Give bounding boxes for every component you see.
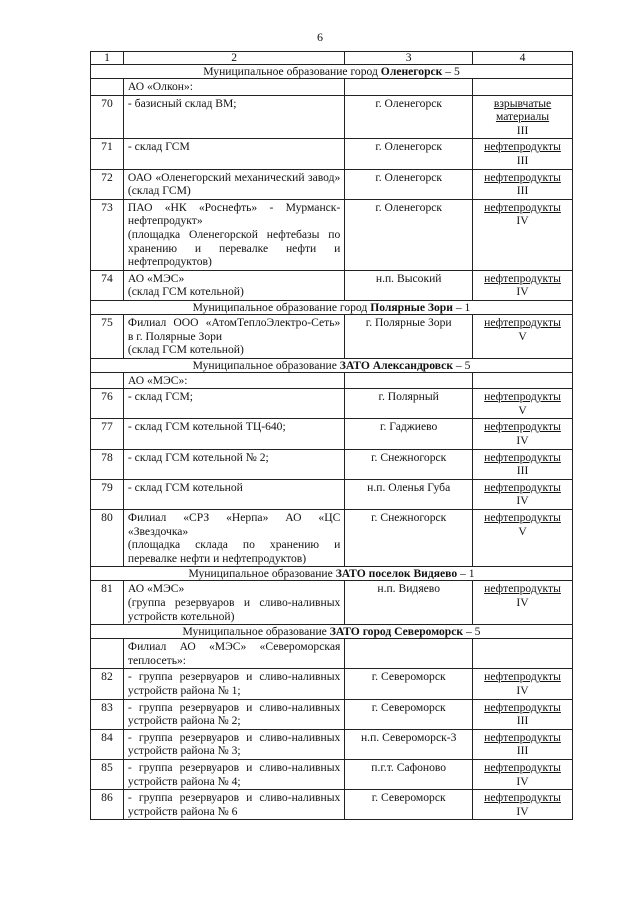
hazard-category: нефтепродукты <box>484 450 561 464</box>
facility-name <box>123 199 344 270</box>
facility-name <box>123 759 344 789</box>
hazard-category: взрывчатые материалы <box>493 96 552 124</box>
municipality-name: Полярные Зори <box>370 300 453 314</box>
location: г. Гаджиево <box>345 419 473 449</box>
facility-name-line: ПАО «НК «Роснефть» - Мурманск-нефтепродукт» <box>127 200 341 228</box>
facility-name-line: - склад ГСМ <box>127 140 190 154</box>
hazard-class <box>473 479 573 509</box>
hazard-class-value: III <box>516 153 529 167</box>
municipality-row <box>91 65 573 79</box>
facility-name-line: Филиал ООО «АтомТеплоЭлектро-Сеть» в г. Полярные Зори <box>127 315 341 343</box>
hazard-class <box>473 139 573 169</box>
row-number <box>91 639 124 669</box>
table-row <box>91 419 573 449</box>
row-number: 82 <box>91 669 124 699</box>
table-row <box>91 790 573 820</box>
municipality-count: – 5 <box>465 625 481 639</box>
hazard-class <box>473 95 573 139</box>
hazard-class-value: III <box>516 714 529 728</box>
hazard-category: нефтепродукты <box>484 315 561 329</box>
hazard-class <box>473 389 573 419</box>
municipality-header <box>91 65 573 79</box>
registry-table-body <box>91 52 573 820</box>
facility-name-line: (площадка склада по хранению и перевалке нефти и нефтепродуктов) <box>127 538 341 565</box>
facility-name <box>123 95 344 139</box>
municipality-row <box>91 625 573 639</box>
facility-name-line: Филиал АО «МЭС» «Североморская теплосеть»: <box>127 640 341 667</box>
hazard-class-value: IV <box>516 596 529 609</box>
table-row <box>91 314 573 358</box>
table-row <box>91 95 573 139</box>
hazard-category: нефтепродукты <box>484 760 561 774</box>
municipality-header <box>91 625 573 639</box>
hazard-category: нефтепродукты <box>484 200 561 214</box>
hazard-category: нефтепродукты <box>484 511 561 525</box>
row-number <box>91 79 124 96</box>
facility-name-line: - группа резервуаров и сливо-наливных устройств района № 2; <box>127 700 341 728</box>
hazard-category: нефтепродукты <box>484 170 561 184</box>
header-cell: 4 <box>473 52 573 65</box>
hazard-class-value: IV <box>516 683 529 697</box>
facility-name <box>123 699 344 729</box>
facility-name <box>123 139 344 169</box>
municipality-label: Муниципальное образование город <box>192 300 371 314</box>
hazard-class <box>473 372 573 389</box>
hazard-class <box>473 449 573 479</box>
hazard-class <box>473 419 573 449</box>
row-number: 86 <box>91 790 124 820</box>
hazard-category: нефтепродукты <box>484 700 561 714</box>
hazard-class-value: III <box>516 464 529 478</box>
municipality-count: – 1 <box>460 567 475 581</box>
location <box>345 372 473 389</box>
row-number <box>91 372 124 389</box>
facility-name <box>123 314 344 358</box>
hazard-class-value: IV <box>516 494 529 508</box>
facility-name-line: АО «Олкон»: <box>127 80 194 93</box>
table-row <box>91 139 573 169</box>
facility-name-line: - базисный склад ВМ; <box>127 96 237 110</box>
hazard-class-value: IV <box>516 774 529 788</box>
table-row <box>91 449 573 479</box>
hazard-category: нефтепродукты <box>484 271 561 285</box>
row-number: 78 <box>91 449 124 479</box>
table-row <box>91 79 573 96</box>
hazard-class-value: IV <box>516 434 529 448</box>
facility-name-line: - склад ГСМ котельной № 2; <box>127 450 269 464</box>
hazard-class <box>473 169 573 199</box>
facility-name <box>123 270 344 300</box>
row-number: 74 <box>91 270 124 300</box>
location: г. Североморск <box>345 790 473 820</box>
hazard-class-value: III <box>516 184 529 198</box>
facility-name-line: (группа резервуаров и сливо-наливных устройств котельной) <box>127 596 341 623</box>
municipality-count: – 1 <box>455 300 471 314</box>
row-number: 71 <box>91 139 124 169</box>
table-row <box>91 699 573 729</box>
hazard-class <box>473 729 573 759</box>
hazard-category: нефтепродукты <box>484 791 561 805</box>
hazard-class-value: V <box>518 403 527 417</box>
facility-name-line: АО «МЭС»: <box>127 373 188 387</box>
municipality-row <box>91 567 573 581</box>
hazard-class <box>473 699 573 729</box>
row-number: 73 <box>91 199 124 270</box>
hazard-category: нефтепродукты <box>484 480 561 494</box>
facility-name-line: - склад ГСМ котельной <box>127 480 243 494</box>
facility-name <box>123 639 344 669</box>
row-number: 83 <box>91 699 124 729</box>
hazard-category: нефтепродукты <box>484 420 561 434</box>
hazard-class <box>473 510 573 567</box>
location: г. Снежногорск <box>345 449 473 479</box>
facility-name-line: - группа резервуаров и сливо-наливных устройств района № 1; <box>127 670 341 697</box>
hazard-class <box>473 639 573 669</box>
municipality-header <box>91 358 573 372</box>
hazard-class-value: IV <box>516 285 529 299</box>
facility-name <box>123 479 344 509</box>
location: н.п. Видяево <box>345 581 473 625</box>
facility-name-line: - склад ГСМ котельной ТЦ-640; <box>127 420 286 434</box>
location <box>345 79 473 96</box>
municipality-count: – 5 <box>455 358 471 372</box>
hazard-class <box>473 270 573 300</box>
location: г. Североморск <box>345 699 473 729</box>
facility-name <box>123 169 344 199</box>
facility-name <box>123 669 344 699</box>
municipality-label: Муниципальное образование <box>192 358 340 372</box>
hazard-category: нефтепродукты <box>484 140 561 154</box>
municipality-header <box>91 300 573 314</box>
municipality-name: ЗАТО Александровск <box>339 358 453 372</box>
municipality-count: – 5 <box>445 65 460 78</box>
table-row <box>91 479 573 509</box>
location: н.п. Оленья Губа <box>345 479 473 509</box>
municipality-header <box>91 567 573 581</box>
hazard-class <box>473 199 573 270</box>
row-number: 85 <box>91 759 124 789</box>
table-row <box>91 169 573 199</box>
municipality-name: Оленегорск <box>380 65 443 78</box>
facility-name <box>123 449 344 479</box>
municipality-name: ЗАТО город Североморск <box>329 625 464 639</box>
table-row <box>91 729 573 759</box>
hazard-class-value: III <box>516 744 529 758</box>
facility-name-line: АО «МЭС» <box>127 271 185 285</box>
facility-name-line: ОАО «Оленегорский механический завод» (склад ГСМ) <box>127 170 341 198</box>
table-row <box>91 270 573 300</box>
facility-name-line: - группа резервуаров и сливо-наливных устройств района № 4; <box>127 760 341 788</box>
hazard-class-value: IV <box>516 804 529 818</box>
registry-table <box>90 51 573 820</box>
hazard-class <box>473 669 573 699</box>
location: г. Полярные Зори <box>345 314 473 358</box>
hazard-class <box>473 759 573 789</box>
location: г. Полярный <box>345 389 473 419</box>
table-row <box>91 389 573 419</box>
row-number: 77 <box>91 419 124 449</box>
facility-name <box>123 581 344 625</box>
hazard-class-value: V <box>518 524 527 538</box>
table-row <box>91 759 573 789</box>
hazard-category: нефтепродукты <box>484 582 561 596</box>
facility-name-line: (склад ГСМ котельной) <box>127 343 244 357</box>
table-row <box>91 372 573 389</box>
facility-name <box>123 372 344 389</box>
location: г. Североморск <box>345 669 473 699</box>
facility-name-line: - группа резервуаров и сливо-наливных устройств района № 3; <box>127 730 341 758</box>
page-number: 6 <box>317 30 323 44</box>
facility-name-line: - группа резервуаров и сливо-наливных устройств района № 6 <box>127 791 341 818</box>
location: г. Оленегорск <box>345 95 473 139</box>
table-row <box>91 669 573 699</box>
location: г. Снежногорск <box>345 510 473 567</box>
row-number: 70 <box>91 95 124 139</box>
facility-name-line: Филиал «СРЗ «Нерпа» АО «ЦС «Звездочка» <box>127 511 341 538</box>
municipality-name: ЗАТО поселок Видяево <box>335 567 458 581</box>
facility-name <box>123 729 344 759</box>
header-cell: 1 <box>91 52 124 65</box>
header-row <box>91 52 573 65</box>
table-row <box>91 581 573 625</box>
row-number: 84 <box>91 729 124 759</box>
row-number: 80 <box>91 510 124 567</box>
hazard-class-value: III <box>516 123 529 137</box>
location: н.п. Высокий <box>345 270 473 300</box>
table-row <box>91 510 573 567</box>
hazard-category: нефтепродукты <box>484 390 561 404</box>
row-number: 75 <box>91 314 124 358</box>
location <box>345 639 473 669</box>
location: г. Оленегорск <box>345 199 473 270</box>
row-number: 81 <box>91 581 124 625</box>
municipality-row <box>91 300 573 314</box>
facility-name-line: (склад ГСМ котельной) <box>127 285 244 299</box>
facility-name-line: - склад ГСМ; <box>127 390 194 404</box>
table-row <box>91 639 573 669</box>
facility-name <box>123 79 344 96</box>
facility-name <box>123 389 344 419</box>
header-cell: 3 <box>345 52 473 65</box>
municipality-label: Муниципальное образование <box>182 625 330 639</box>
facility-name-line: АО «МЭС» <box>127 582 185 596</box>
facility-name <box>123 510 344 567</box>
municipality-label: Муниципальное образование город <box>203 65 381 78</box>
row-number: 76 <box>91 389 124 419</box>
hazard-class-value: V <box>518 329 527 343</box>
location: п.г.т. Сафоново <box>345 759 473 789</box>
hazard-category: нефтепродукты <box>484 730 561 744</box>
location: н.п. Североморск-3 <box>345 729 473 759</box>
header-cell: 2 <box>123 52 344 65</box>
municipality-row <box>91 358 573 372</box>
row-number: 72 <box>91 169 124 199</box>
hazard-category: нефтепродукты <box>484 670 561 684</box>
hazard-class-value: IV <box>516 214 529 228</box>
facility-name <box>123 790 344 820</box>
hazard-class <box>473 790 573 820</box>
table-row <box>91 199 573 270</box>
location: г. Оленегорск <box>345 139 473 169</box>
hazard-class <box>473 79 573 96</box>
hazard-class <box>473 581 573 625</box>
municipality-label: Муниципальное образование <box>188 567 336 581</box>
location: г. Оленегорск <box>345 169 473 199</box>
hazard-class <box>473 314 573 358</box>
facility-name-line: (площадка Оленегорской нефтебазы по хранению и перевалке нефти и нефтепродуктов) <box>127 227 341 269</box>
facility-name <box>123 419 344 449</box>
row-number: 79 <box>91 479 124 509</box>
